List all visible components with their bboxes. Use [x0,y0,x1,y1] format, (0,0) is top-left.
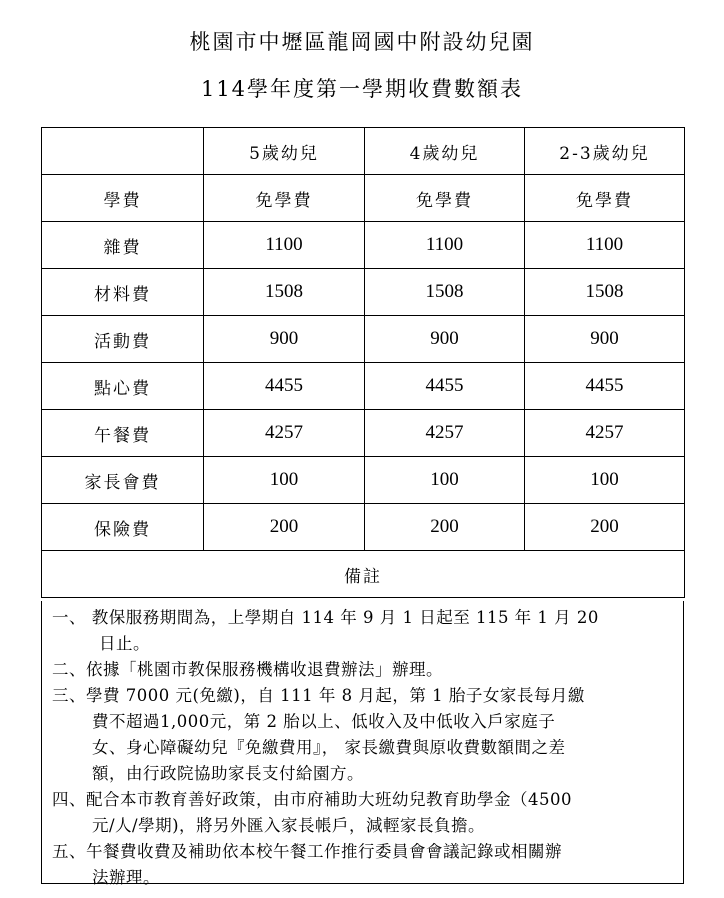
table-cell: 免學費 [365,175,525,222]
table-cell: 1508 [204,269,365,316]
note-5-line-1: 五、午餐費收費及補助依本校午餐工作推行委員會會議記錄或相關辦 [52,842,562,861]
row-label: 家長會費 [42,457,204,504]
table-cell: 200 [204,504,365,551]
table-cell: 4455 [204,363,365,410]
table-cell: 1100 [365,222,525,269]
table-cell: 200 [365,504,525,551]
column-header: 2-3歲幼兒 [525,128,685,175]
table-row [42,175,685,222]
remarks-notes [41,601,684,887]
row-label: 雜費 [42,222,204,269]
column-header: 4歲幼兒 [365,128,525,175]
table-row [42,504,685,551]
table-title: 114學年度第一學期收費數額表 [200,77,524,101]
row-label: 點心費 [42,363,204,410]
table-row [42,410,685,457]
table-header-row [42,128,685,175]
row-label: 學費 [42,175,204,222]
note-3-line-2: 費不超過1,000元，第 2 胎以上、低收入及中低收入戶家庭子 [92,712,556,731]
row-label: 材料費 [42,269,204,316]
table-row [42,457,685,504]
row-label: 活動費 [42,316,204,363]
note-4-line-1: 四、配合本市教育善好政策，由市府補助大班幼兒教育助學金（4500 [52,790,572,809]
note-2-line-1: 二、依據「桃園市教保服務機構收退費辦法」辦理。 [52,660,443,679]
table-cell: 900 [365,316,525,363]
note-1-line-1: 一、 教保服務期間為，上學期自 114 年 9 月 1 日起至 115 年 1 月 20 [52,608,599,627]
table-cell: 1100 [204,222,365,269]
remarks-header-row [42,551,685,598]
table-cell: 4455 [365,363,525,410]
table-row [42,363,685,410]
table-row [42,269,685,316]
table-cell: 4257 [525,410,685,457]
table-cell: 200 [525,504,685,551]
table-cell: 4257 [204,410,365,457]
table-cell: 100 [365,457,525,504]
remarks-header: 備註 [42,551,685,598]
table-cell: 1100 [525,222,685,269]
table-cell: 900 [204,316,365,363]
table-cell: 1508 [525,269,685,316]
row-label: 保險費 [42,504,204,551]
table-cell: 4257 [365,410,525,457]
table-cell: 1508 [365,269,525,316]
row-label: 午餐費 [42,410,204,457]
note-3-line-1: 三、學費 7000 元(免繳)，自 111 年 8 月起，第 1 胎子女家長每月繳 [52,686,585,705]
note-5-line-2: 法辦理。 [92,868,160,887]
table-row [42,222,685,269]
note-4-line-2: 元/人/學期)，將另外匯入家長帳戶，減輕家長負擔。 [92,816,486,835]
table-cell: 免學費 [204,175,365,222]
school-name: 桃園市中壢區龍岡國中附設幼兒園 [189,30,535,54]
column-header: 5歲幼兒 [204,128,365,175]
fee-table [41,127,685,598]
note-1-line-2: 日止。 [99,634,150,653]
table-cell: 免學費 [525,175,685,222]
column-header [42,128,204,175]
table-cell: 100 [525,457,685,504]
table-cell: 100 [204,457,365,504]
note-3-line-4: 額，由行政院協助家長支付給園方。 [92,764,364,783]
table-cell: 4455 [525,363,685,410]
table-cell: 900 [525,316,685,363]
table-row [42,316,685,363]
note-3-line-3: 女、身心障礙幼兒『免繳費用』， 家長繳費與原收費數額間之差 [92,738,566,757]
